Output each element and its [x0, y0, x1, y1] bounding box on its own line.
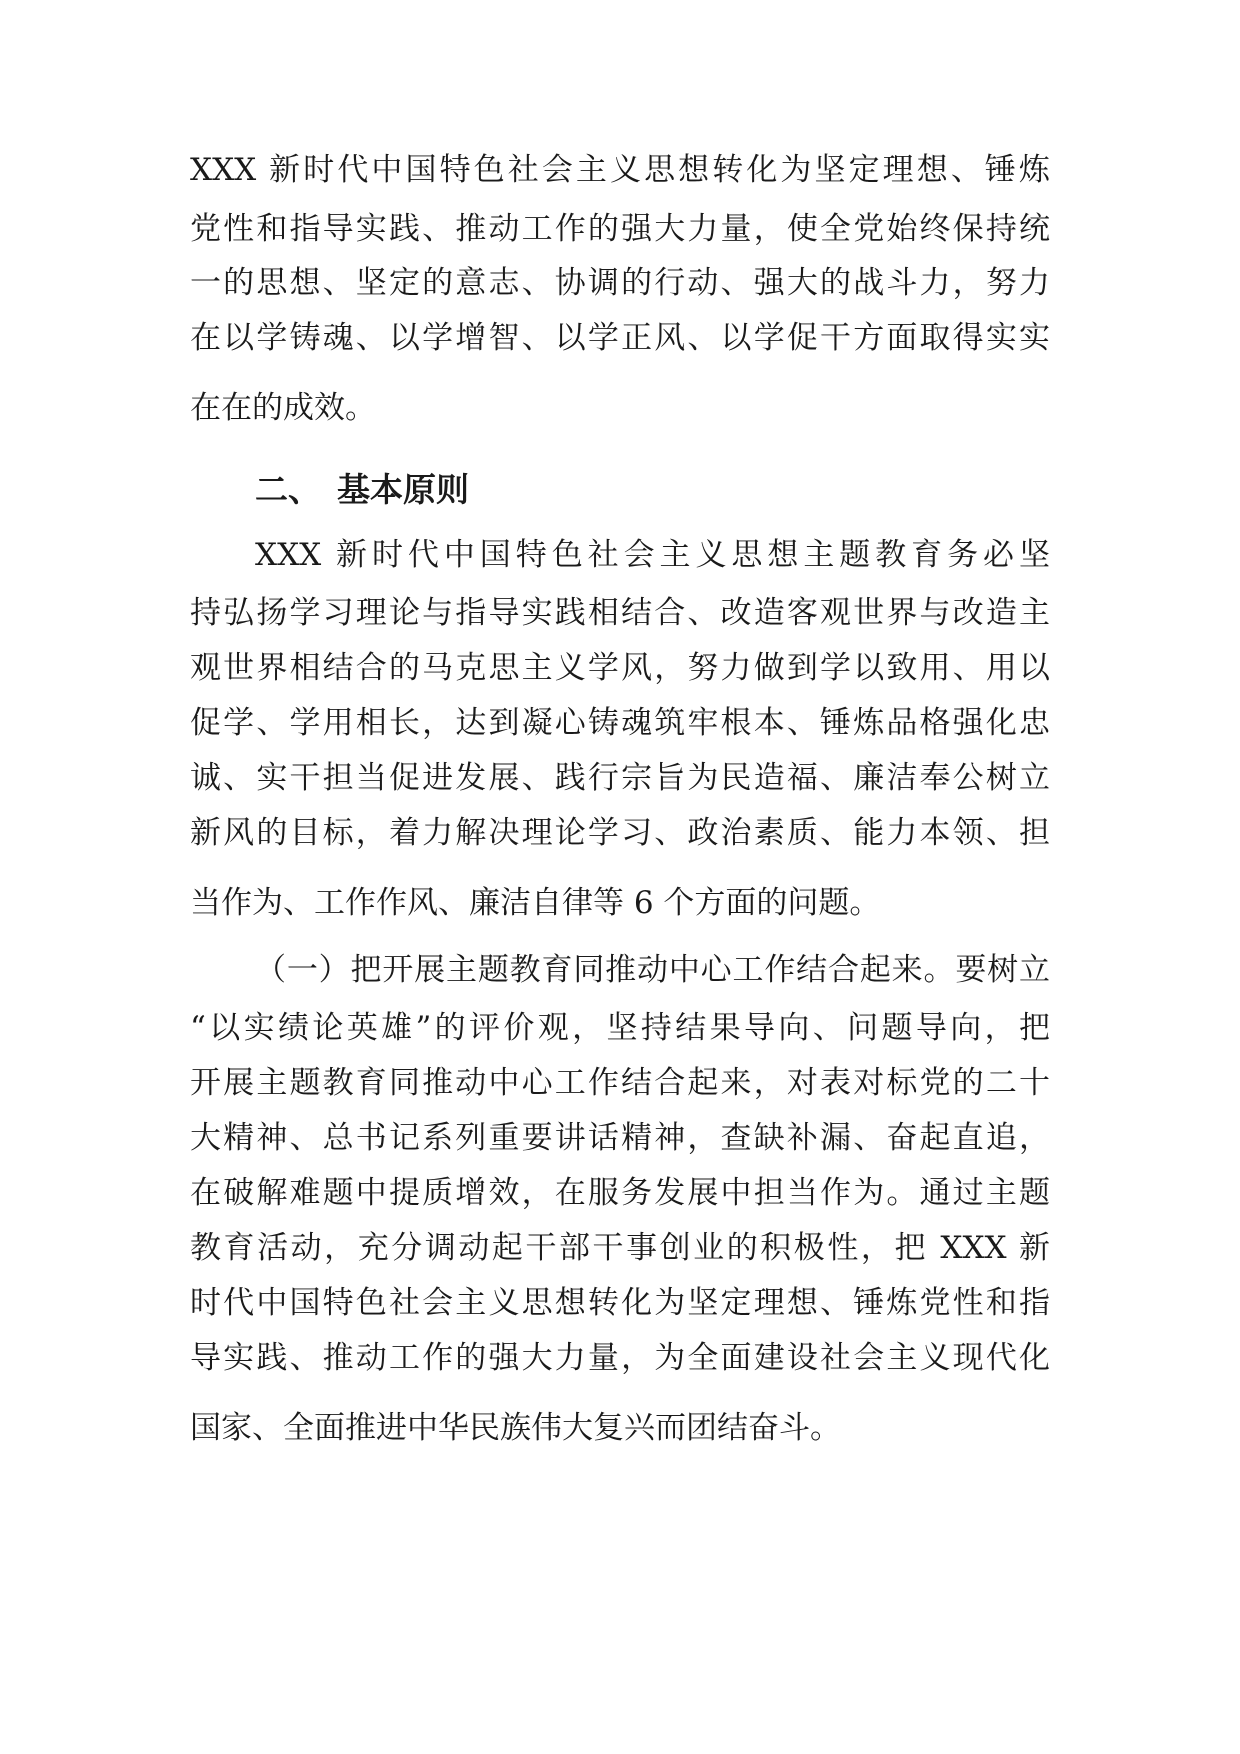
paragraph-line: 观世界相结合的马克思主义学风，努力做到学以致用、用以	[190, 650, 1050, 686]
paragraph-line: 教育活动，充分调动起干部干事创业的积极性，把 XXX 新	[190, 1230, 1050, 1266]
section-heading-text: 基本原则	[337, 470, 469, 509]
paragraph-line: （一）把开展主题教育同推动中心工作结合起来。要树立	[255, 952, 1050, 988]
paragraph-line: 在破解难题中提质增效，在服务发展中担当作为。通过主题	[190, 1175, 1050, 1211]
paragraph-line: 当作为、工作作风、廉洁自律等 6 个方面的问题。	[190, 885, 881, 921]
paragraph-line: 国家、全面推进中华民族伟大复兴而团结奋斗。	[190, 1410, 841, 1446]
paragraph-line: 诚、实干担当促进发展、践行宗旨为民造福、廉洁奉公树立	[190, 760, 1050, 796]
paragraph-line: 新风的目标，着力解决理论学习、政治素质、能力本领、担	[190, 815, 1050, 851]
paragraph-line: 开展主题教育同推动中心工作结合起来，对表对标党的二十	[190, 1065, 1050, 1101]
paragraph-line: 在在的成效。	[190, 390, 376, 426]
paragraph-line: 导实践、推动工作的强大力量，为全面建设社会主义现代化	[190, 1340, 1050, 1376]
section-heading	[255, 470, 469, 510]
paragraph-line: 持弘扬学习理论与指导实践相结合、改造客观世界与改造主	[190, 595, 1050, 631]
paragraph-line: 时代中国特色社会主义思想转化为坚定理想、锤炼党性和指	[190, 1285, 1050, 1321]
paragraph-line: “以实绩论英雄”的评价观，坚持结果导向、问题导向，把	[190, 1010, 1050, 1046]
paragraph-line: 大精神、总书记系列重要讲话精神，查缺补漏、奋起直追，	[190, 1120, 1050, 1156]
paragraph-line: 促学、学用相长，达到凝心铸魂筑牢根本、锤炼品格强化忠	[190, 705, 1050, 741]
paragraph-line: 在以学铸魂、以学增智、以学正风、以学促干方面取得实实	[190, 320, 1050, 356]
paragraph-line: 党性和指导实践、推动工作的强大力量，使全党始终保持统	[190, 211, 1050, 247]
paragraph-line: XXX 新时代中国特色社会主义思想转化为坚定理想、锤炼	[190, 152, 1050, 188]
paragraph-line: 一的思想、坚定的意志、协调的行动、强大的战斗力，努力	[190, 265, 1050, 301]
section-heading-number: 二、	[255, 470, 321, 509]
paragraph-line: XXX 新时代中国特色社会主义思想主题教育务必坚	[255, 537, 1050, 573]
